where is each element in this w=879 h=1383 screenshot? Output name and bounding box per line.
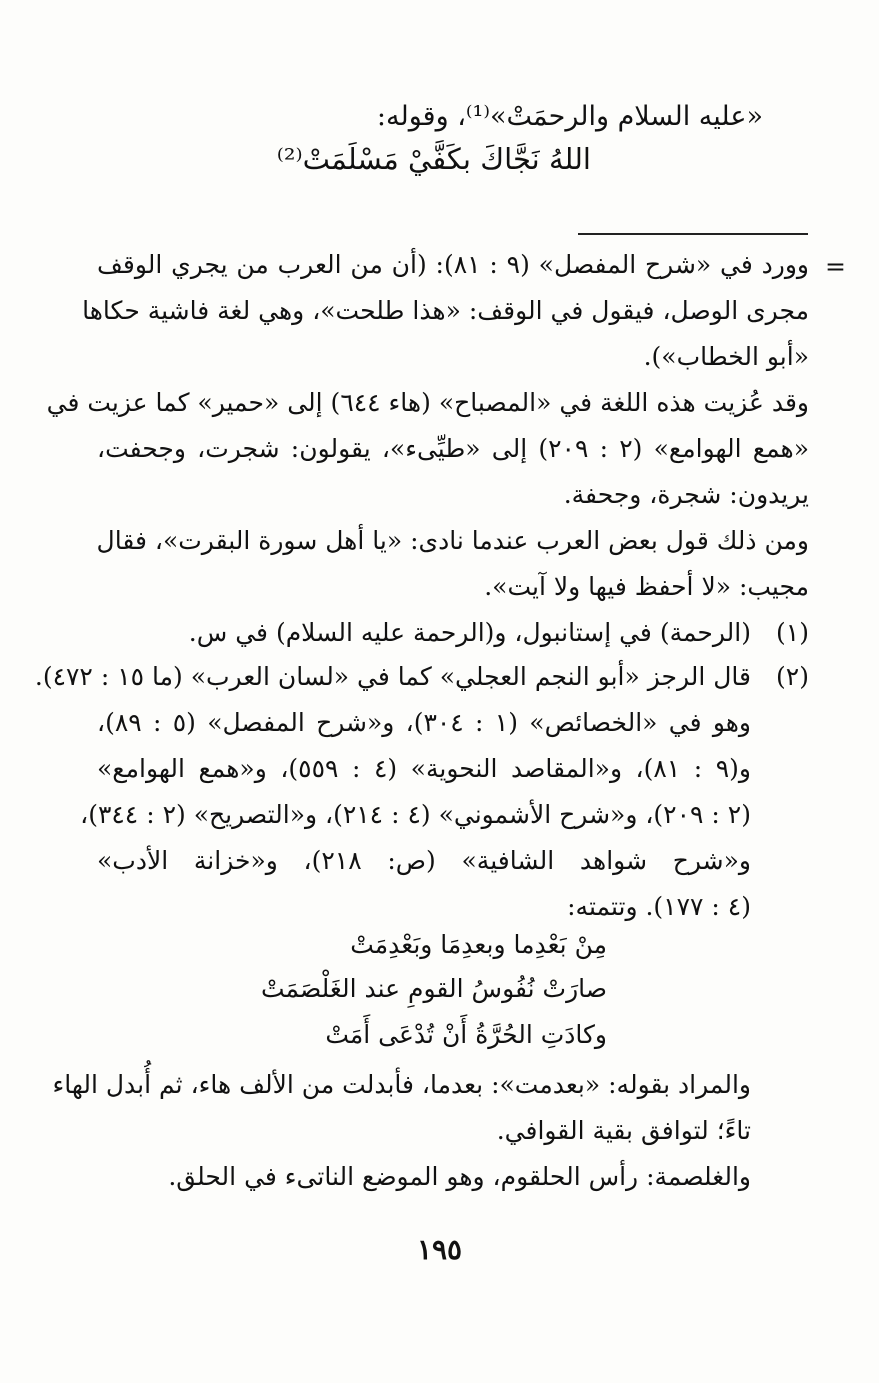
footnote-2-after: والمراد بقوله: «بعدمت»: بعدما، فأبدلت من الألف هاء، ثم أُبدل الهاء (52, 1070, 751, 1099)
footnote-1-text: (الرحمة) في إستانبول، و(الرحمة عليه السلام) في س. (188, 618, 751, 647)
note-line: «همع الهوامع» (٢ : ٢٠٩) إلى «طيِّىء»، يقولون: شجرت، وجحفت، (97, 434, 810, 463)
verse-top-line1: «عليه السلام والرحمَتْ»⁽¹⁾، وقوله: (376, 101, 763, 132)
footnote-2-line: (٤ : ١٧٧). وتتمته: (567, 892, 751, 921)
footnote-1-number: (١) (776, 618, 809, 647)
verse-line: صارَتْ نُفُوسُ القومِ عند الغَلْصَمَتْ (260, 974, 607, 1003)
footnote-2-line: و«شرح شواهد الشافية» (ص: ٢١٨)، و«خزانة الأدب» (97, 846, 751, 875)
verse-line: مِنْ بَعْدِما وبعدِمَا وبَعْدِمَتْ (350, 930, 607, 959)
footnote-separator (578, 233, 808, 235)
note-line: يريدون: شجرة، وجحفة. (563, 480, 809, 509)
footnote-2-number: (٢) (776, 662, 809, 691)
verse-line: وكادَتِ الحُرَّةُ أَنْ تُدْعَى أَمَتْ (325, 1020, 607, 1049)
note-line: ومن ذلك قول بعض العرب عندما نادى: «يا أهل سورة البقرت»، فقال (96, 526, 809, 555)
footnote-2-line: قال الرجز «أبو النجم العجلي» كما في «لسان العرب» (ما ١٥ : ٤٧٢). (34, 662, 751, 691)
note-line: مجيب: «لا أحفظ فيها ولا آيت». (484, 572, 809, 601)
footnote-2-line: و(٩ : ٨١)، و«المقاصد النحوية» (٤ : ٥٥٩)، و«همع الهوامع» (97, 754, 751, 783)
note-line: مجرى الوصل، فيقول في الوقف: «هذا طلحت»، وهي لغة فاشية حكاها (82, 296, 809, 325)
footnote-2-line: (٢ : ٢٠٩)، و«شرح الأشموني» (٤ : ٢١٤)، و«التصريح» (٢ : ٣٤٤)، (80, 800, 751, 829)
footnote-2-after: والغلصمة: رأس الحلقوم، وهو الموضع الناتىء في الحلق. (168, 1162, 751, 1191)
continuation-mark: = (825, 252, 846, 281)
verse-top-line2: اللهُ نَجَّاكَ بكَفَّيْ مَسْلَمَتْ⁽²⁾ (276, 142, 591, 176)
note-line: وورد في «شرح المفصل» (٩ : ٨١): (أن من العرب من يجري الوقف (97, 250, 809, 279)
note-line: وقد عُزيت هذه اللغة في «المصباح» (هاء ٦٤٤) إلى «حمير» كما عزيت في (46, 388, 809, 417)
footnote-2-after: تاءً؛ لتوافق بقية القوافي. (496, 1116, 751, 1145)
note-line: «أبو الخطاب»). (643, 342, 809, 371)
footnote-2-line: وهو في «الخصائص» (١ : ٣٠٤)، و«شرح المفصل» (٥ : ٨٩)، (97, 708, 752, 737)
page-number: ١٩٥ (416, 1233, 463, 1266)
